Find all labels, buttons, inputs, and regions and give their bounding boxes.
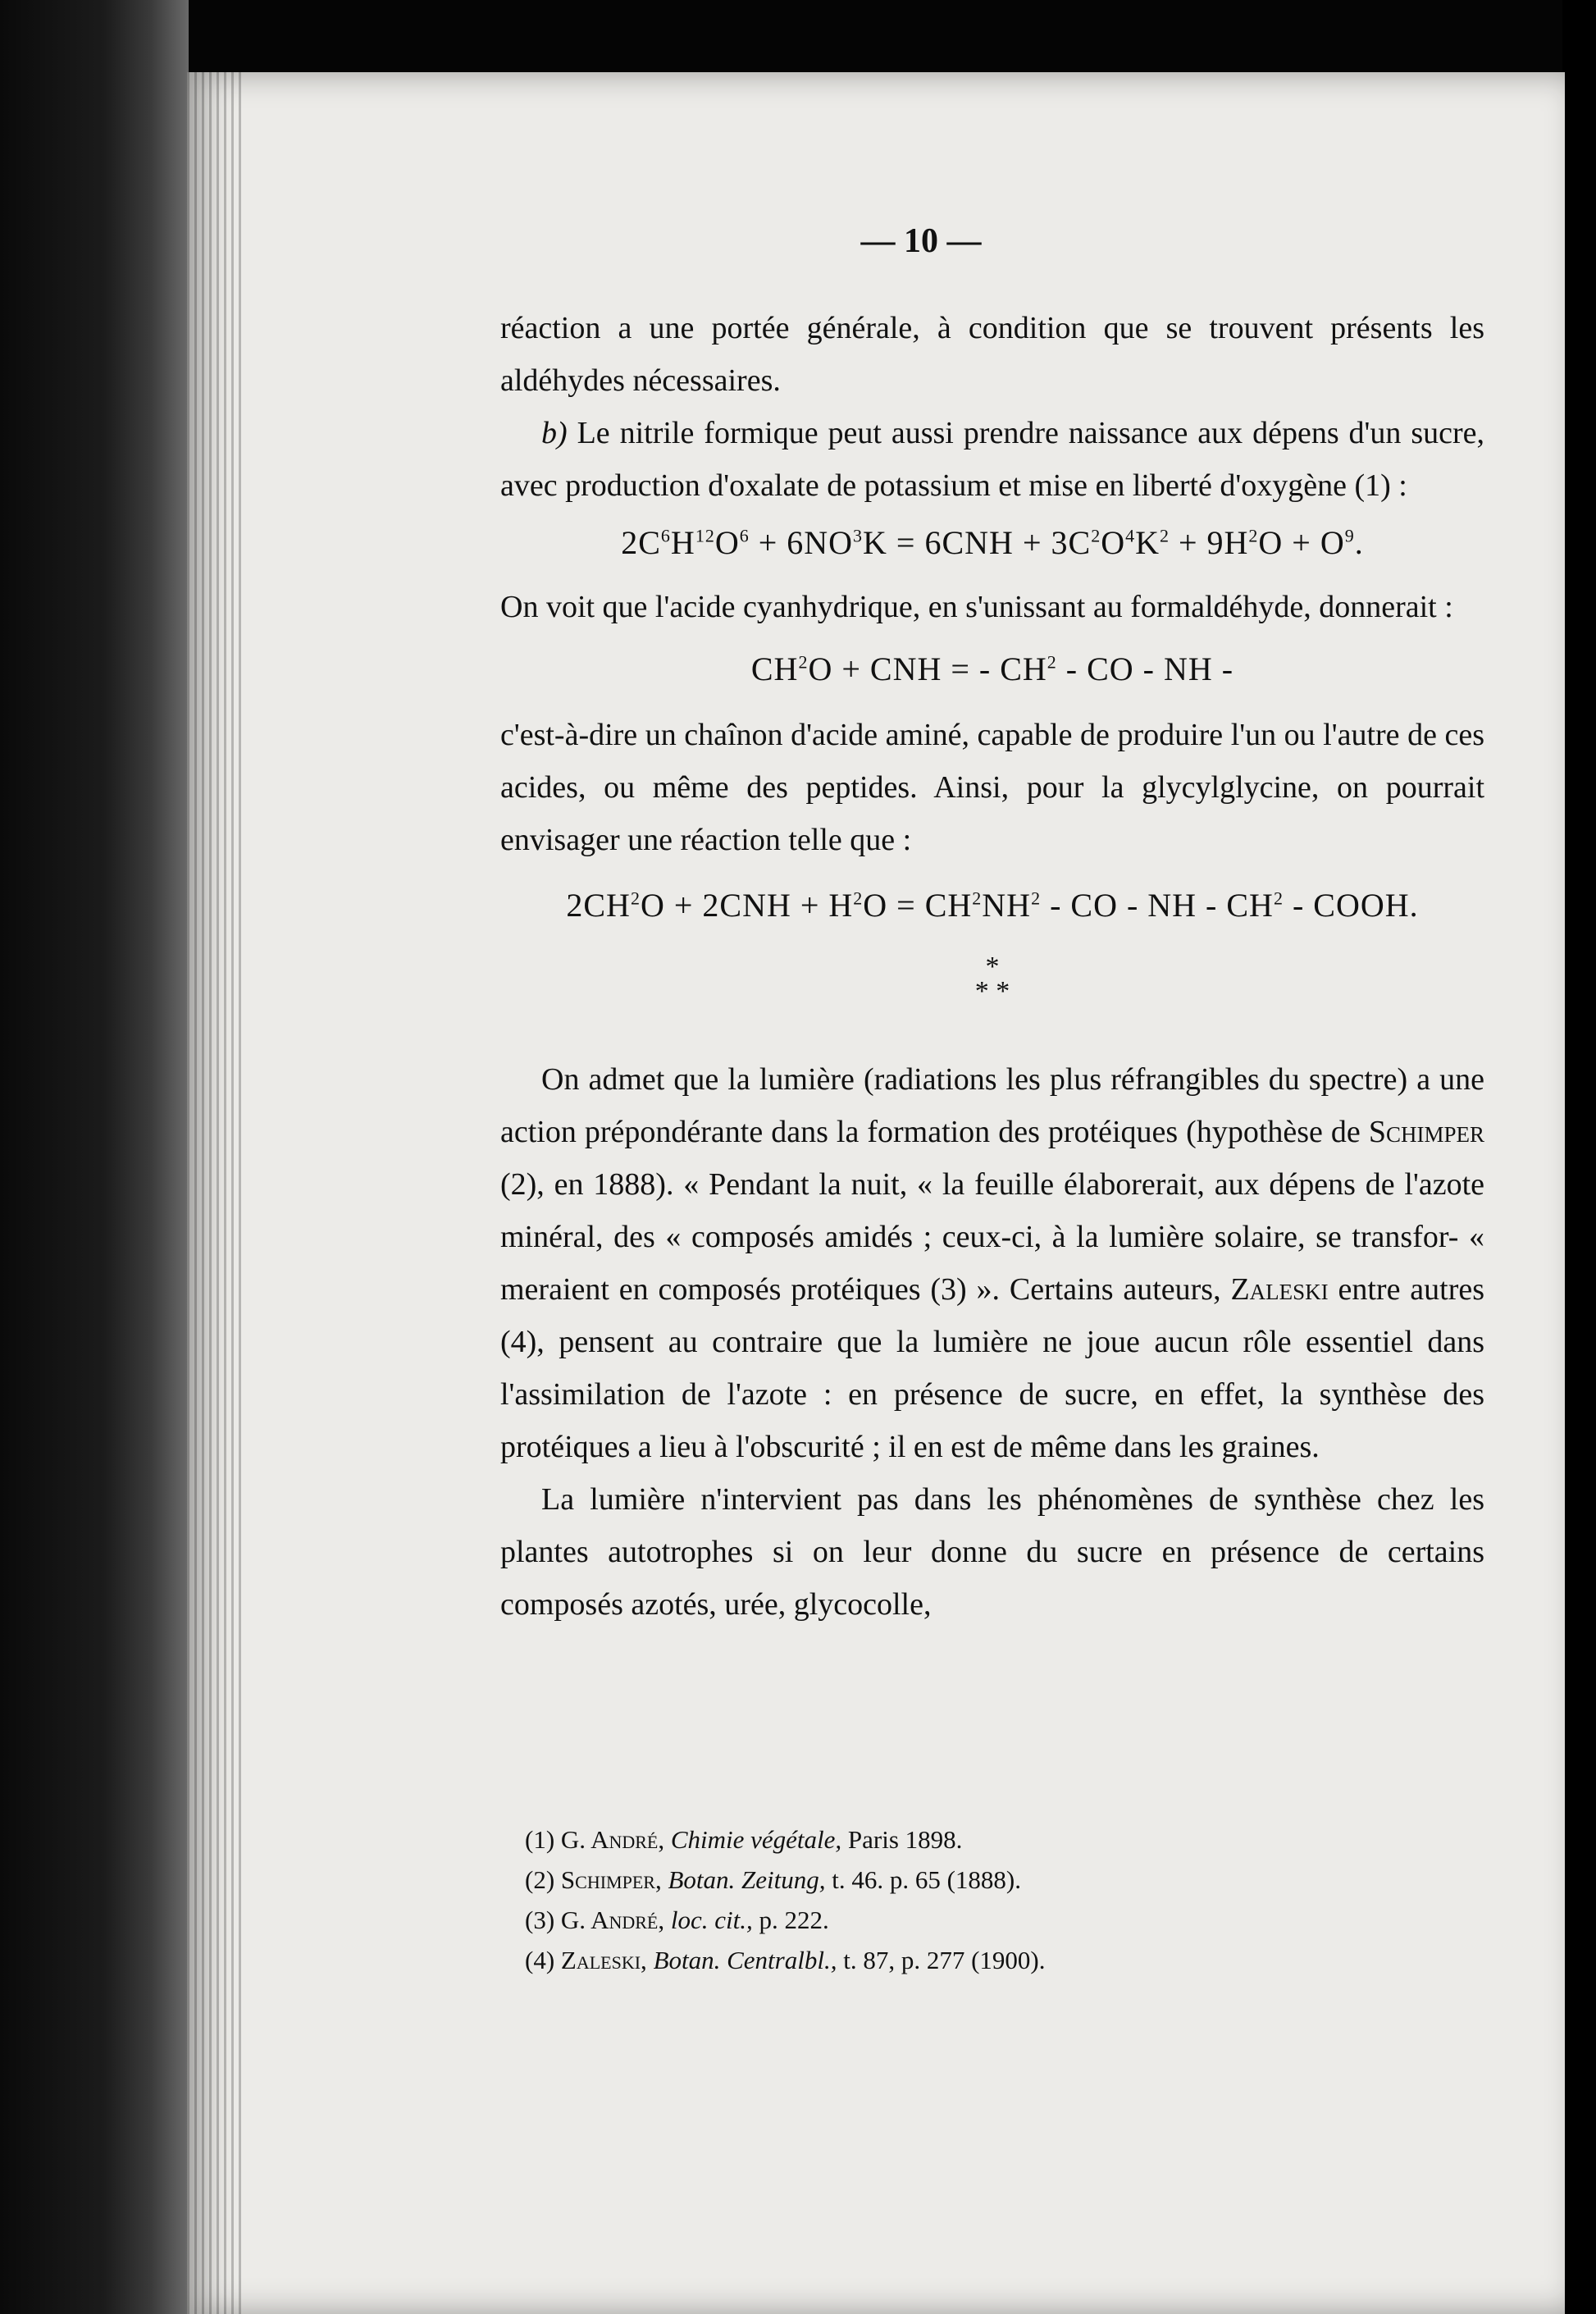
paragraph-5-part-c: entre autres (4), pensent au contraire que la lumière ne joue aucun rôle essentiel dans l'assimilation de l'azote : en présence de sucre, en effet, la synthèse des protéiques a lieu à l'obscurité ; il en est de même dans les graines. (500, 1272, 1485, 1464)
paragraph-5-part-b: (2), en 1888). « Pendant la nuit, « la feuille élaborerait, aux dépens de l'azote minéral, des « composés amidés ; ceux-ci, à la lumière solaire, se transfor- « meraient en composés protéiques (3) ». Certains auteurs, (500, 1167, 1484, 1307)
footnote (525, 1940, 1476, 1980)
paragraph-2-text: Le nitrile formique peut aussi prendre naissance aux dépens d'un sucre, avec production d'oxalate de potassium et mise en liberté d'oxygène (1) : (500, 416, 1485, 503)
paragraph-2 (500, 407, 1484, 512)
footnote-number: (4) (525, 1946, 555, 1974)
page-spine-shadow (187, 72, 244, 2314)
page-number: — 10 — (860, 222, 982, 260)
paragraph-5 (500, 1053, 1484, 1473)
footnote (525, 1900, 1476, 1940)
paragraph-1: réaction a une portée générale, à condition que se trouvent présents les aldéhydes nécessaires. (500, 311, 1484, 398)
footnote-number: (3) (525, 1906, 555, 1934)
paragraph-3: On voit que l'acide cyanhydrique, en s'unissant au formaldéhyde, donnerait : (500, 590, 1453, 624)
footnote-author: Zaleski, (560, 1946, 647, 1974)
paragraph-6: La lumière n'intervient pas dans les phénomènes de synthèse chez les plantes autotrophes si on leur donne du sucre en présence de certains composés azotés, urée, glycocolle, (500, 1482, 1484, 1622)
footnotes (525, 1819, 1476, 1980)
footnote-author: G. André, (560, 1825, 665, 1854)
footnote-rest: t. 46. p. 65 (1888). (832, 1865, 1021, 1894)
footnote-rest: Paris 1898. (847, 1825, 963, 1854)
footnote-title: Botan. Centralbl., (653, 1946, 837, 1974)
footnote (525, 1860, 1476, 1900)
scan-left-border (0, 0, 189, 2314)
footnote (525, 1819, 1476, 1860)
footnote-author: Schimper, (560, 1865, 662, 1894)
footnote-author: G. André, (560, 1906, 665, 1934)
footnote-title: Chimie végétale, (670, 1825, 842, 1854)
author-name-schimper: Schimper (1368, 1115, 1485, 1149)
section-stars: * * * (974, 952, 1010, 1006)
formula-3: $2CH^2O + 2CNH + H^2O = CH^2NH^2$ - CO - NH - $CH^2$ - COOH. (566, 887, 1419, 924)
scan-right-border (1562, 0, 1596, 2314)
formula-1: $2C^6H^{12}O^6 + 6NO^3K = 6CNH + 3C^2O^4K^2 + 9H^2O + O^9$. (621, 524, 1364, 561)
paragraph-5-part-a: On admet que la lumière (radiations les plus réfrangibles du spectre) a une action prépondérante dans la formation des protéiques (hypothèse de (500, 1062, 1484, 1149)
footnote-title: loc. cit., (670, 1906, 753, 1934)
footnote-title: Botan. Zeitung, (668, 1865, 826, 1894)
author-name-zaleski: Zaleski (1230, 1272, 1329, 1307)
footnote-rest: p. 222. (759, 1906, 829, 1934)
footnote-rest: t. 87, p. 277 (1900). (843, 1946, 1046, 1974)
paragraph-4: c'est-à-dire un chaînon d'acide aminé, capable de produire l'un ou l'autre de ces acides, ou même des peptides. Ainsi, pour la glycylglycine, on pourrait envisager une réaction telle que : (500, 718, 1484, 857)
body-text (500, 302, 1484, 1631)
footnote-number: (1) (525, 1825, 555, 1854)
paragraph-2-label: b) (541, 416, 568, 450)
formula-2: $CH^2O$ + CNH = - $CH^2$ - CO - NH - (750, 650, 1234, 687)
footnote-number: (2) (525, 1865, 555, 1894)
